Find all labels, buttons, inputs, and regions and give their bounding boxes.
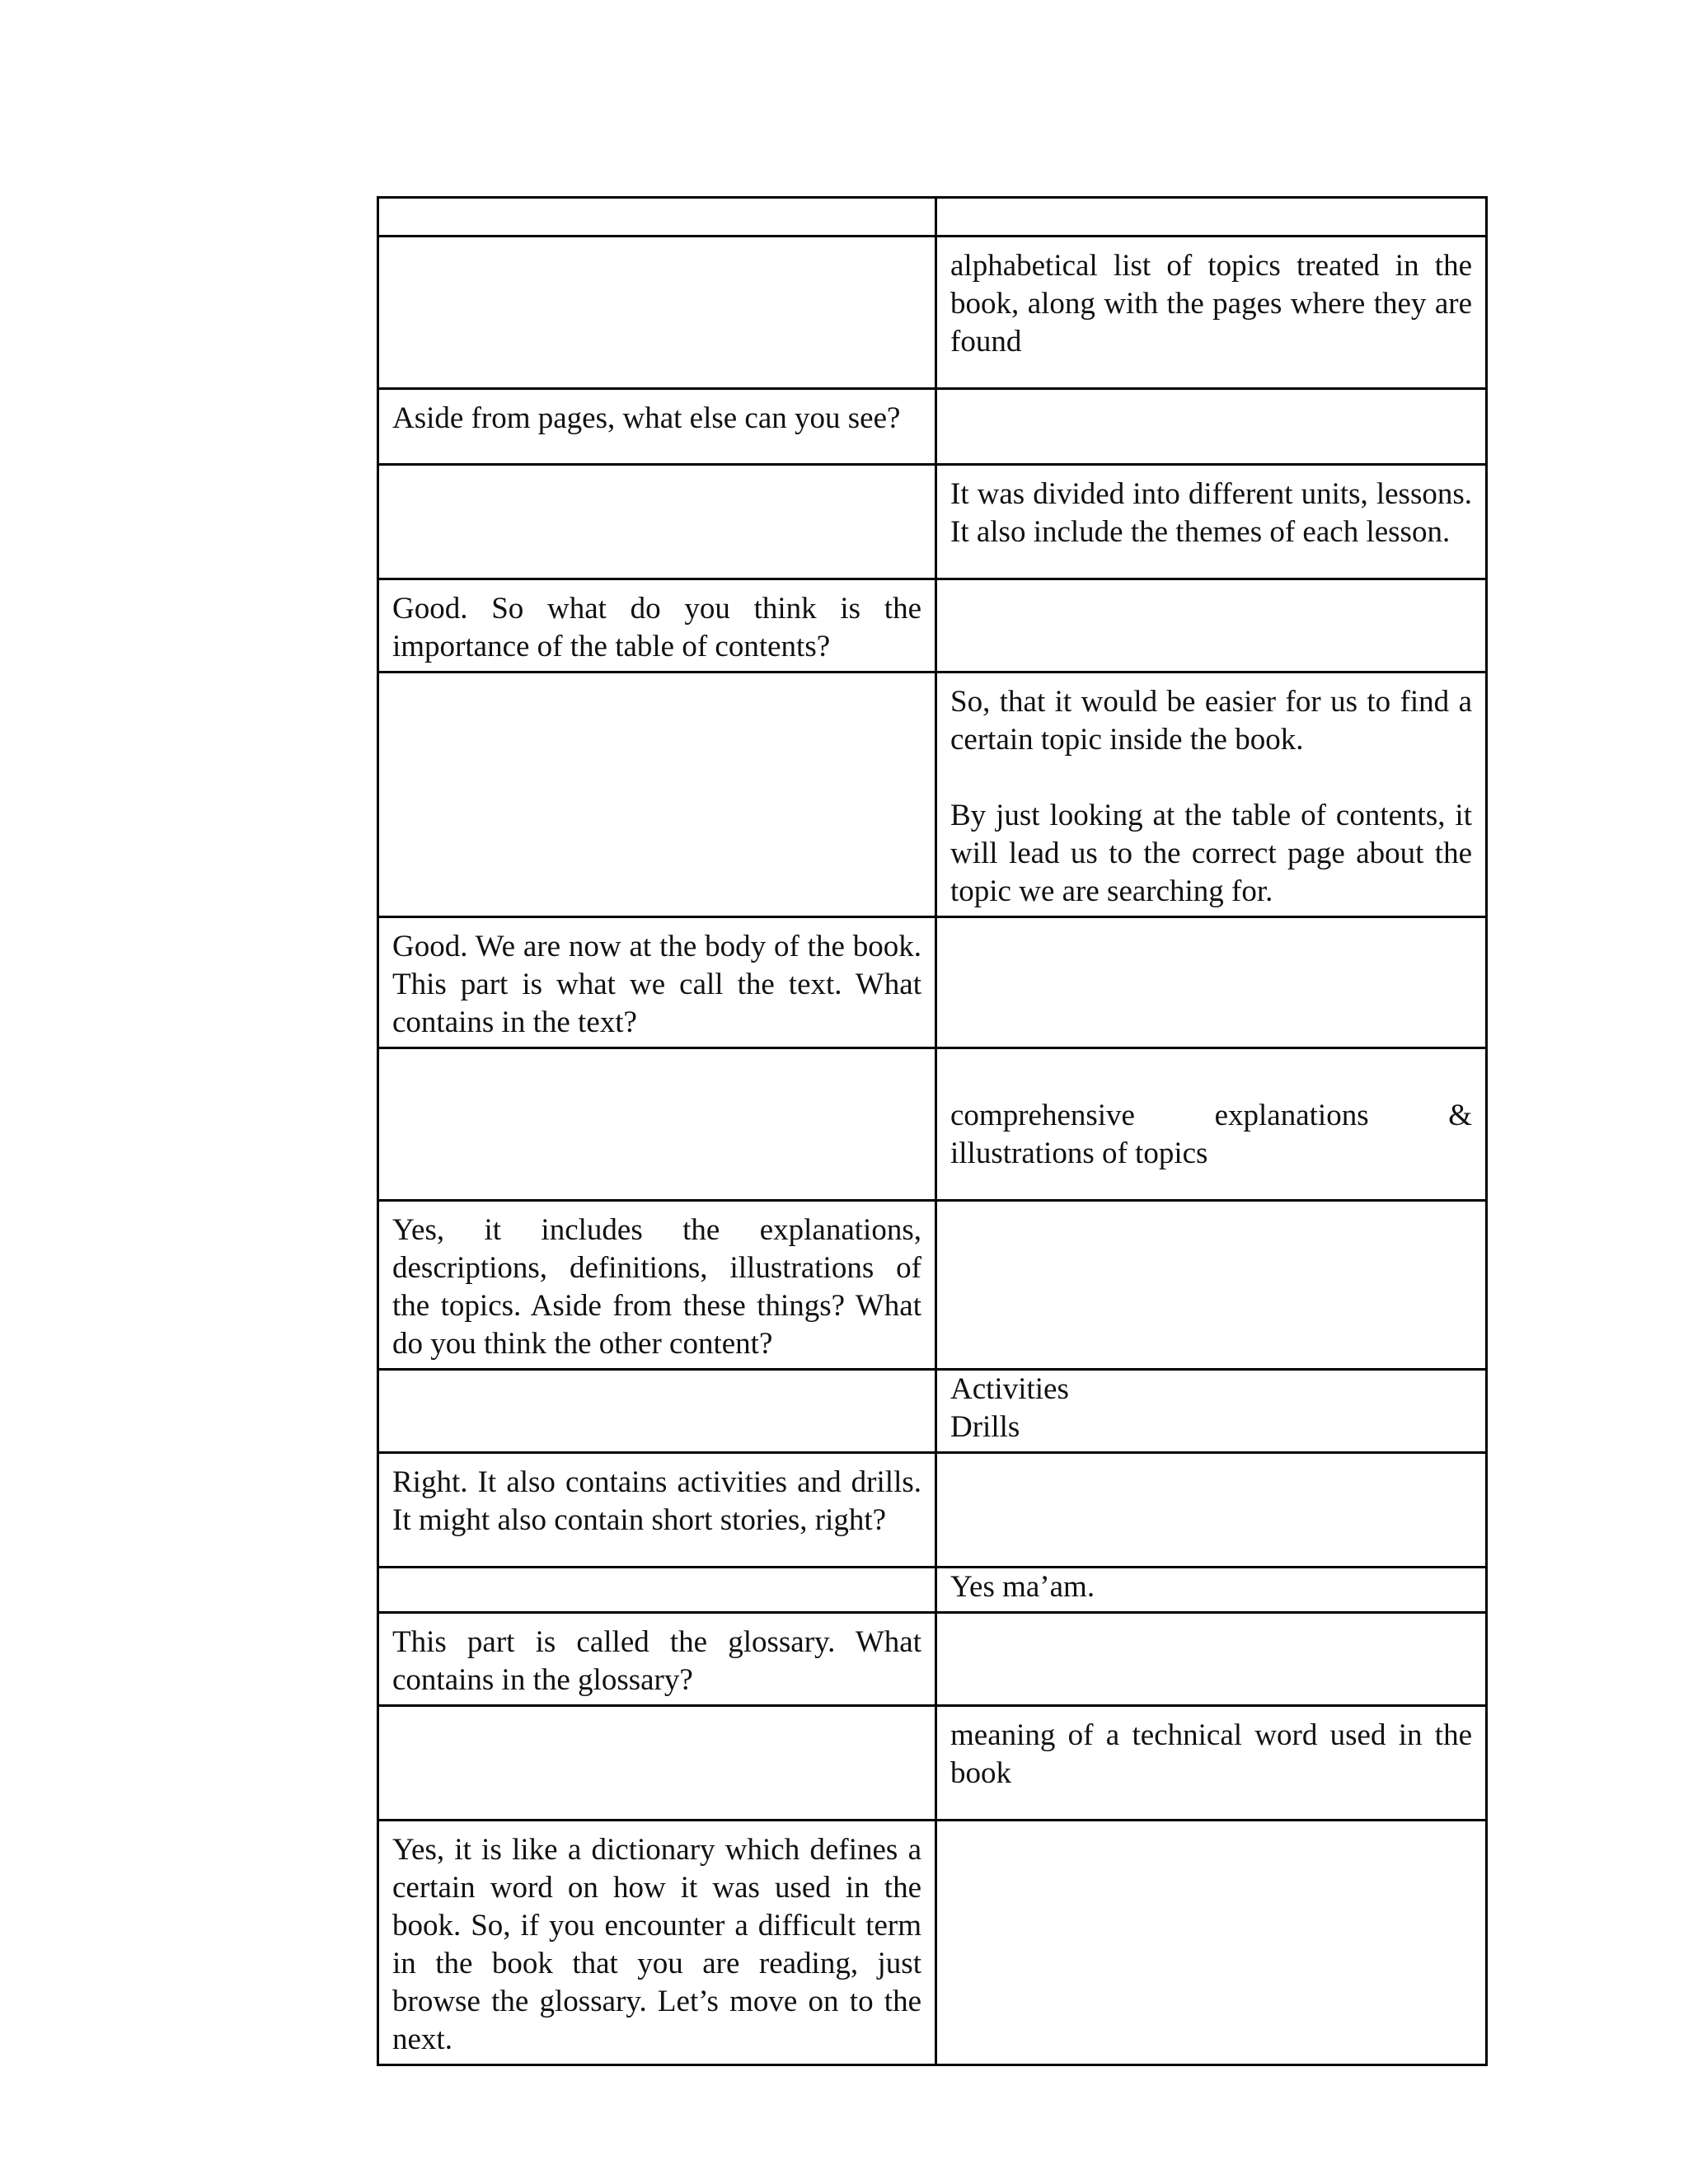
student-cell [936,1453,1487,1568]
table-row [378,1048,1487,1201]
table-row [378,579,1487,673]
teacher-text: Right. It also contains activities and drills. It might also contain short stories, right? [392,1465,921,1537]
student-text: Yes ma’am. [950,1570,1095,1604]
teacher-cell [378,389,936,465]
student-text: It was divided into different units, lessons. It also include the themes of each lesson. [950,477,1472,549]
table-row [378,1201,1487,1370]
table-row [378,465,1487,579]
table-row [378,673,1487,917]
table-row [378,1821,1487,2065]
student-cell [936,198,1487,237]
student-cell [936,1048,1487,1201]
teacher-cell [378,465,936,579]
teacher-text: This part is called the glossary. What contains in the glossary? [392,1625,921,1697]
teacher-cell [378,1706,936,1821]
table-row [378,1568,1487,1613]
teacher-cell [378,579,936,673]
student-text: comprehensive explanations & illustrations of topics [950,1099,1472,1170]
teacher-text: Good. We are now at the body of the book. This part is what we call the text. What contains in the text? [392,930,921,1039]
teacher-cell [378,1568,936,1613]
dialogue-table [377,196,1488,2066]
table-row [378,917,1487,1048]
teacher-cell [378,1821,936,2065]
teacher-cell [378,1370,936,1453]
student-cell [936,389,1487,465]
teacher-cell [378,198,936,237]
teacher-cell [378,1048,936,1201]
teacher-text: Yes, it includes the explanations, descriptions, definitions, illustrations of the topics. Aside from these things? What do you think the other content? [392,1213,921,1361]
teacher-text: Aside from pages, what else can you see? [392,401,901,435]
student-text: meaning of a technical word used in the book [950,1718,1472,1790]
teacher-cell [378,1201,936,1370]
student-cell [936,1568,1487,1613]
student-cell [936,1370,1487,1453]
student-cell [936,1821,1487,2065]
student-text: So, that it would be easier for us to find a certain topic inside the book. [950,685,1472,757]
teacher-cell [378,1453,936,1568]
teacher-cell [378,237,936,389]
teacher-cell [378,917,936,1048]
student-cell [936,917,1487,1048]
student-cell [936,1706,1487,1821]
student-cell [936,1201,1487,1370]
table-row [378,1613,1487,1706]
table-row [378,389,1487,465]
table-row [378,198,1487,237]
teacher-cell [378,1613,936,1706]
student-cell [936,465,1487,579]
table-row [378,237,1487,389]
student-text: By just looking at the table of contents, it will lead us to the correct page about the topic we are searching for. [950,799,1472,908]
student-cell [936,1613,1487,1706]
table-row [378,1453,1487,1568]
table-row [378,1370,1487,1453]
student-cell [936,673,1487,917]
teacher-cell [378,673,936,917]
student-text: Activities Drills [950,1372,1069,1444]
student-cell [936,237,1487,389]
teacher-text: Good. So what do you think is the importance of the table of contents? [392,592,921,663]
teacher-text: Yes, it is like a dictionary which defines a certain word on how it was used in the book. So, if you encounter a difficult term in the book that you are reading, just browse the glossary. Let’s move on to the next. [392,1833,921,2056]
student-text: alphabetical list of topics treated in the book, along with the pages where they are found [950,249,1472,359]
table-row [378,1706,1487,1821]
student-cell [936,579,1487,673]
